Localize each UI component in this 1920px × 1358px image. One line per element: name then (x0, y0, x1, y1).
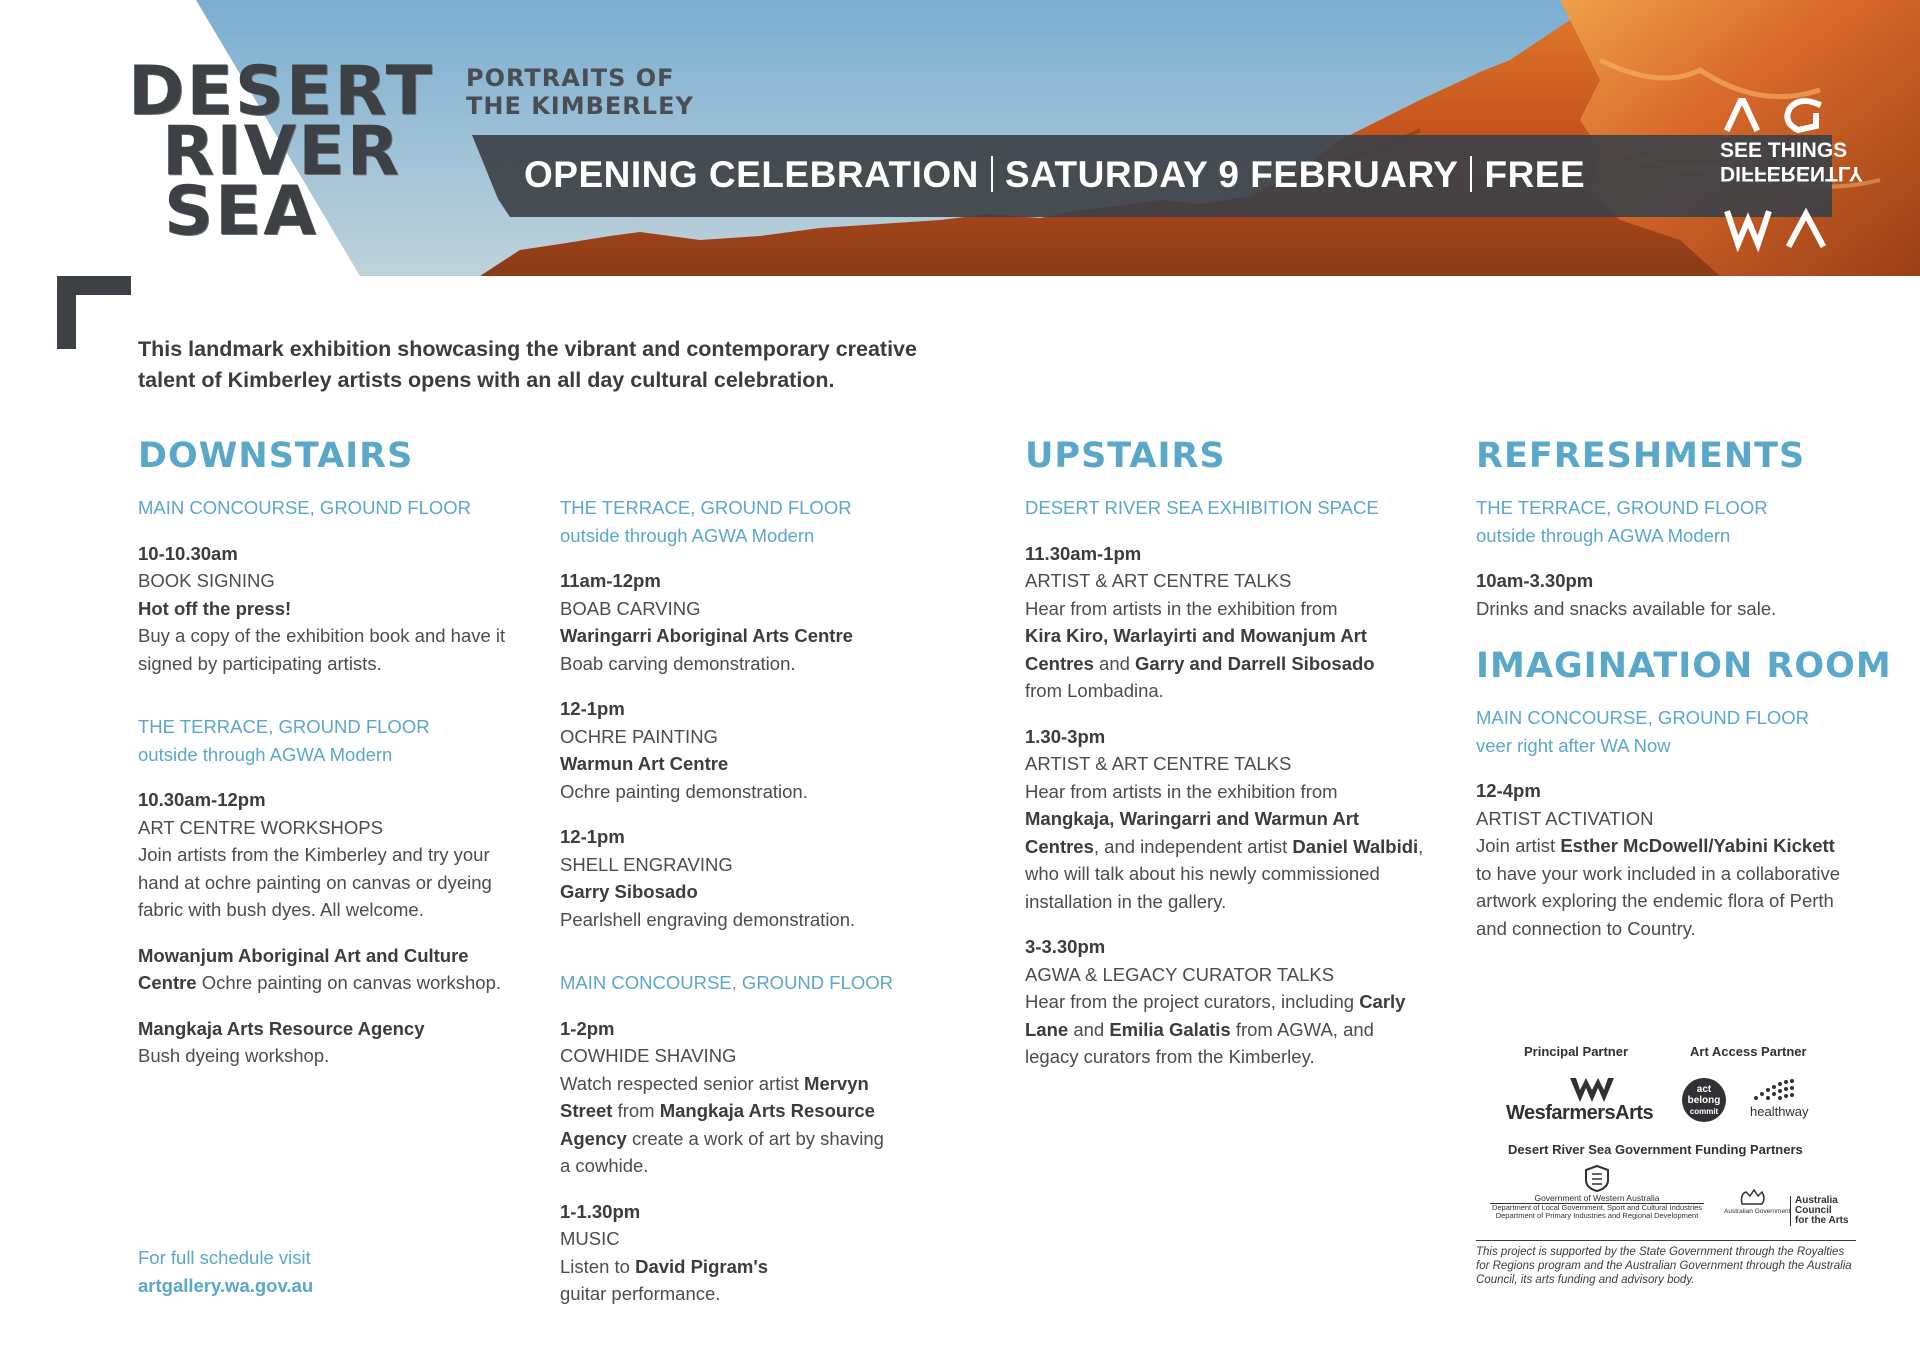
location-label: MAIN CONCOURSE, GROUND FLOOR (1476, 707, 1810, 728)
location-label: MAIN CONCOURSE, GROUND FLOOR (138, 497, 472, 518)
downstairs-column-2 (560, 494, 920, 1308)
intro-paragraph: This landmark exhibition showcasing the vibrant and contemporary creative talent of Kimberley artists opens with an all day cultural celebration. (138, 337, 917, 392)
text-run: installation in the gallery. (1025, 890, 1227, 912)
event-time: 11am-12pm (560, 570, 661, 591)
location-sublabel: outside through AGWA Modern (1476, 524, 1731, 546)
logo-differently: DIFFERENTLY (1720, 162, 1863, 185)
location-sublabel: outside through AGWA Modern (560, 524, 815, 546)
artist-name: Mervyn (804, 1072, 869, 1094)
event-time: 12-1pm (560, 698, 625, 719)
art-centre-name: Centres (1025, 835, 1094, 857)
text-run: Watch respected senior artist (560, 1072, 805, 1094)
text-run: Hear from the project curators, including (1025, 991, 1360, 1012)
logo-word: commit (1689, 1107, 1719, 1116)
event-time: 12-4pm (1476, 780, 1541, 801)
logo-line: Council (1795, 1205, 1832, 1216)
text-run: Hear from artists in the exhibition from (1025, 597, 1338, 619)
event-description (1025, 778, 1445, 916)
artist-name: Daniel Walbidi (1292, 835, 1419, 857)
event-description: Buy a copy of the exhibition book and have it signed by participating artists. (138, 625, 506, 674)
wa-government-logo (1490, 1194, 1704, 1220)
wa-government-crest-icon (1582, 1164, 1612, 1192)
art-centre-name: Mangkaja Arts Resource Agency (138, 1017, 425, 1039)
event-title: ARTIST ACTIVATION (1476, 807, 1654, 829)
logo-line: Department of Local Government, Sport and Cultural Industries (1491, 1203, 1703, 1212)
full-schedule-note (138, 1244, 313, 1300)
event-description: Bush dyeing workshop. (138, 1045, 330, 1066)
healthway-logo: healthway (1750, 1104, 1809, 1119)
heading-upstairs: UPSTAIRS (1025, 436, 1226, 476)
event-title: ARTIST & ART CENTRE TALKS (1025, 570, 1292, 591)
footer-text: For full schedule visit (138, 1247, 311, 1268)
heading-imagination-room: IMAGINATION ROOM (1476, 646, 1892, 686)
event-title: BOAB CARVING (560, 597, 701, 619)
text-run: from AGWA, and (1230, 1018, 1374, 1040)
logo-word: belong (1687, 1095, 1721, 1106)
artist-name: Street (560, 1100, 613, 1121)
event-description: Boab carving demonstration. (560, 652, 796, 674)
subtitle-line-2: THE KIMBERLEY (466, 92, 694, 120)
heading-downstairs: DOWNSTAIRS (138, 436, 414, 476)
principal-partner-label: Principal Partner (1524, 1044, 1629, 1059)
text-run: who will talk about his newly commissioned (1025, 863, 1380, 884)
logo-line: Government of Western Australia (1490, 1194, 1704, 1204)
artist-name: Garry and Darrell Sibosado (1135, 652, 1375, 674)
event-description: Pearlshell engraving demonstration. (560, 908, 856, 930)
art-centre-name: Warmun Art Centre (560, 753, 729, 774)
event-title: MUSIC (560, 1228, 620, 1249)
australian-government-logo: Australian Government (1724, 1208, 1791, 1215)
text-run: artwork exploring the endemic flora of Perth (1476, 890, 1834, 911)
logo-word: act (1696, 1084, 1712, 1095)
text-run: to have your work included in a collaborative (1476, 862, 1841, 884)
banner-date: SATURDAY 9 FEBRUARY (1004, 154, 1459, 195)
art-access-partner-label: Art Access Partner (1690, 1044, 1807, 1059)
header-banner-image (0, 0, 1920, 276)
text-run: and (1068, 1018, 1110, 1040)
text-run: from Lombadina. (1025, 680, 1164, 701)
event-description: Join artists from the Kimberley and try your hand at ochre painting on canvas or dyeing fabric with bush dyes. All welcome. (138, 844, 492, 920)
artist-name: Garry Sibosado (560, 881, 698, 902)
funding-disclaimer: This project is supported by the State Government through the Royalties for Regions program and the Australian Government through the Australia Council, its arts funding and advisory body. (1476, 1240, 1856, 1287)
location-label: MAIN CONCOURSE, GROUND FLOOR (560, 972, 894, 993)
event-banner-text (524, 154, 1585, 196)
text-run: a cowhide. (560, 1155, 649, 1176)
banner-divider (991, 156, 993, 192)
event-time: 10.30am-12pm (138, 789, 266, 810)
event-time: 12-1pm (560, 826, 625, 847)
upstairs-column (1025, 436, 1445, 1071)
event-time: 11.30am-1pm (1025, 542, 1142, 564)
text-run: , (1418, 835, 1424, 857)
event-description (1476, 832, 1896, 942)
location-sublabel: veer right after WA Now (1476, 734, 1671, 756)
art-centre-name: Kira Kiro, Warlayirti and Mowanjum Art (1025, 625, 1367, 646)
event-title: OCHRE PAINTING (560, 725, 718, 747)
location-label: DESERT RIVER SEA EXHIBITION SPACE (1025, 497, 1379, 518)
text-run: and connection to Country. (1476, 917, 1696, 939)
title-line-1: DESERT (128, 52, 435, 131)
logo-line: Department of Primary Industries and Regional Development (1495, 1211, 1699, 1220)
wesfarmers-logo-icon (1570, 1078, 1614, 1102)
text-run: Hear from artists in the exhibition from (1025, 780, 1338, 802)
curator-name: Lane (1025, 1018, 1069, 1040)
heading-refreshments: REFRESHMENTS (1476, 436, 1806, 476)
agwa-logo (1720, 98, 1863, 258)
title-line-2: RIVER (162, 112, 402, 191)
artist-name: Esther McDowell/Yabini Kickett (1560, 835, 1835, 856)
location-sublabel: outside through AGWA Modern (138, 743, 393, 765)
event-time: 10am-3.30pm (1476, 570, 1594, 591)
event-time: 10-10.30am (138, 542, 238, 564)
event-entry (138, 942, 538, 997)
text-run: , and independent artist (1093, 835, 1293, 857)
banner-event-name: OPENING CELEBRATION (524, 154, 979, 195)
location-label: THE TERRACE, GROUND FLOOR (560, 497, 852, 518)
event-title: BOOK SIGNING (138, 570, 275, 591)
event-description: Drinks and snacks available for sale. (1476, 597, 1777, 619)
event-time: 3-3.30pm (1025, 936, 1106, 957)
logo-see-things: SEE THINGS (1720, 139, 1848, 162)
art-centre-name: Mowanjum Aboriginal Art and Culture (138, 944, 469, 966)
title-line-3: SEA (164, 172, 319, 251)
banner-price: FREE (1484, 154, 1586, 195)
event-description: Ochre painting demonstration. (560, 780, 808, 802)
exhibition-title (128, 52, 458, 251)
event-description (560, 1070, 920, 1180)
art-centre-name: Centre (138, 972, 197, 993)
event-description (1025, 988, 1445, 1071)
wesfarmers-arts-logo: WesfarmersArts (1506, 1102, 1654, 1124)
event-description (1025, 595, 1445, 705)
text-run: guitar performance. (560, 1283, 721, 1304)
event-title: SHELL ENGRAVING (560, 853, 733, 875)
curator-name: Carly (1359, 991, 1406, 1012)
art-centre-name: Waringarri Aboriginal Arts Centre (560, 625, 853, 646)
logo-line: for the Arts (1795, 1215, 1849, 1226)
art-centre-name: Centres (1025, 652, 1094, 674)
event-title: ART CENTRE WORKSHOPS (138, 816, 383, 838)
refreshments-column (1476, 436, 1896, 942)
text-run: and (1093, 652, 1136, 674)
event-title: AGWA & LEGACY CURATOR TALKS (1025, 963, 1335, 985)
event-description: Ochre painting on canvas workshop. (196, 972, 502, 993)
text-run: create a work of art by shaving (626, 1127, 884, 1149)
text-run: legacy curators from the Kimberley. (1025, 1046, 1315, 1067)
event-title: ARTIST & ART CENTRE TALKS (1025, 753, 1292, 774)
downstairs-column-1 (138, 436, 538, 1070)
event-time: 1-2pm (560, 1017, 615, 1039)
text-run: Listen to (560, 1255, 636, 1277)
event-time: 1-1.30pm (560, 1200, 641, 1222)
location-label: THE TERRACE, GROUND FLOOR (1476, 497, 1768, 518)
banner-divider (1470, 156, 1472, 192)
logo-line: Australia (1795, 1195, 1838, 1206)
australian-government-crest-icon (1738, 1188, 1766, 1206)
act-belong-commit-logo (1682, 1078, 1726, 1122)
exhibition-subtitle (466, 64, 694, 120)
text-run: from (612, 1100, 660, 1121)
location-label: THE TERRACE, GROUND FLOOR (138, 716, 430, 737)
corner-bracket-decoration (57, 276, 131, 349)
curator-name: Emilia Galatis (1109, 1018, 1231, 1040)
event-description (560, 1253, 920, 1308)
text-run: Join artist (1476, 835, 1561, 856)
art-centre-name: Mangkaja Arts Resource (659, 1100, 875, 1121)
subtitle-line-1: PORTRAITS OF (466, 64, 675, 92)
art-centre-name: Mangkaja, Waringarri and Warmun Art (1025, 808, 1360, 829)
government-partners-label: Desert River Sea Government Funding Partners (1508, 1142, 1803, 1157)
event-title: COWHIDE SHAVING (560, 1045, 737, 1066)
australia-council-logo (1790, 1196, 1849, 1226)
partner-logos (1476, 1040, 1856, 1230)
healthway-dots-icon (1752, 1078, 1802, 1102)
website-link[interactable]: artgallery.wa.gov.au (138, 1275, 314, 1296)
artist-name: David Pigram's (635, 1255, 769, 1277)
event-time: 1.30-3pm (1025, 725, 1106, 747)
art-centre-name: Agency (560, 1127, 627, 1149)
event-highlight: Hot off the press! (138, 597, 292, 619)
